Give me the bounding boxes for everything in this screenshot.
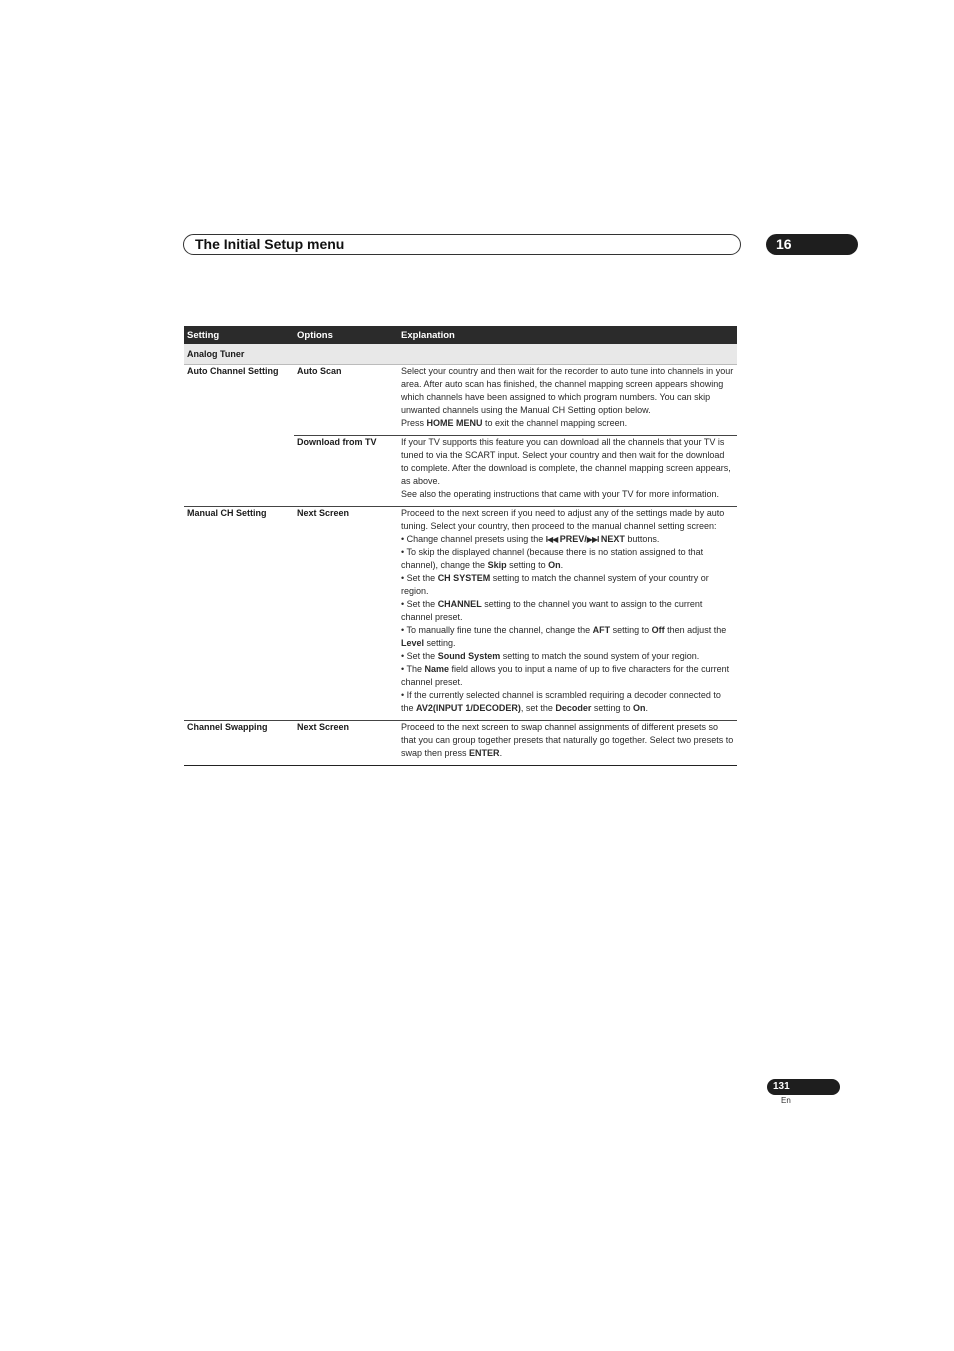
- text: , set the: [520, 703, 556, 713]
- setting-channel-swapping: Channel Swapping: [184, 721, 294, 766]
- header-setting: Setting: [184, 326, 294, 344]
- term: CHANNEL: [437, 599, 482, 609]
- table-header-row: [184, 326, 737, 344]
- setting-auto-channel: [184, 365, 294, 507]
- text: • Set the: [401, 599, 438, 609]
- text: Press: [401, 418, 427, 428]
- header-options: Options: [294, 326, 398, 344]
- page-number: 131: [767, 1079, 840, 1095]
- text: .: [560, 560, 564, 570]
- option-next-screen: Next Screen: [294, 507, 398, 721]
- text: setting to: [591, 703, 633, 713]
- text: setting to match the sound system of your region.: [500, 651, 700, 661]
- text: See also the operating instructions that came with your TV for more information.: [401, 489, 719, 499]
- chapter-header: [183, 234, 741, 255]
- section-row: [184, 344, 737, 365]
- term: On: [632, 703, 646, 713]
- text: .: [645, 703, 648, 713]
- option-download-from-tv: Download from TV: [294, 436, 398, 507]
- term: On: [548, 560, 561, 570]
- table-row: [184, 721, 737, 766]
- term: AFT: [592, 625, 611, 635]
- term: Decoder: [555, 703, 592, 713]
- key-home-menu: HOME MENU: [426, 418, 483, 428]
- text: setting to match the channel system of your country or region.: [401, 573, 709, 596]
- text: Proceed to the next screen to swap channel assignments of different presets so that you can group together presets that naturally go together. Select two presets to swap then press: [401, 722, 734, 758]
- table-row: [184, 507, 737, 721]
- text: Select your country and then wait for the recorder to auto tune into channels in your area. After auto scan has finished, the channel mapping screen appears showing which channels have been assigned to which program numbers. You can skip unwanted channels using the Manual CH Setting option below.: [401, 366, 734, 415]
- term: CH SYSTEM: [437, 573, 491, 583]
- text: setting to: [610, 625, 652, 635]
- text: then adjust the: [664, 625, 727, 635]
- term: AV2(INPUT 1/DECODER): [416, 703, 521, 713]
- setting-manual-ch: Manual CH Setting: [184, 507, 294, 721]
- page-language: En: [781, 1096, 791, 1105]
- table-row: [184, 365, 737, 436]
- text: setting to: [506, 560, 549, 570]
- text: • Set the: [401, 651, 438, 661]
- text: If your TV supports this feature you can download all the channels that your TV is tuned to via the SCART input. Select your country and then wait for the download to complete. After the download is complete, the channel mapping screen appears, as above.: [401, 437, 731, 486]
- option-auto-scan: Auto Scan: [294, 365, 398, 436]
- text: field allows you to input a name of up to five characters for the current channel preset.: [401, 664, 730, 687]
- explanation-swapping: [398, 721, 737, 766]
- next-icon: ▶▶I: [586, 535, 599, 544]
- text: • If the currently selected channel is scrambled requiring a decoder connected to the: [401, 690, 721, 713]
- text: • To skip the displayed channel (because there is no station assigned to that channel), change the: [401, 547, 704, 570]
- chapter-number: 16: [766, 234, 858, 255]
- term: Sound System: [437, 651, 501, 661]
- key-next: NEXT: [598, 534, 625, 544]
- key-prev: PREV/: [557, 534, 587, 544]
- text: setting to the channel you want to assign to the current channel preset.: [401, 599, 703, 622]
- term: Name: [424, 664, 450, 674]
- header-explanation: Explanation: [398, 326, 737, 344]
- text: • Set the: [401, 573, 438, 583]
- key-enter: ENTER: [469, 748, 500, 758]
- term: Off: [651, 625, 665, 635]
- text: • To manually fine tune the channel, change the: [401, 625, 593, 635]
- text: setting.: [424, 638, 456, 648]
- explanation-auto-scan: [398, 365, 737, 436]
- text: • Change channel presets using the: [401, 534, 546, 544]
- section-analog-tuner: Analog Tuner: [184, 344, 737, 365]
- explanation-download: [398, 436, 737, 507]
- text: buttons.: [624, 534, 660, 544]
- term: Skip: [487, 560, 507, 570]
- text: to exit the channel mapping screen.: [482, 418, 628, 428]
- text: .: [499, 748, 503, 758]
- setting-label: Auto Channel Setting: [187, 366, 279, 376]
- prev-icon: I◀◀: [545, 535, 558, 544]
- text: Proceed to the next screen if you need to adjust any of the settings made by auto tuning. Select your country, then proceed to the manual channel setting screen:: [401, 508, 725, 531]
- chapter-title: The Initial Setup menu: [195, 236, 345, 252]
- option-next-screen: Next Screen: [294, 721, 398, 766]
- explanation-manual: [398, 507, 737, 721]
- text: • The: [401, 664, 425, 674]
- term: Level: [401, 638, 425, 648]
- settings-table: [184, 326, 737, 766]
